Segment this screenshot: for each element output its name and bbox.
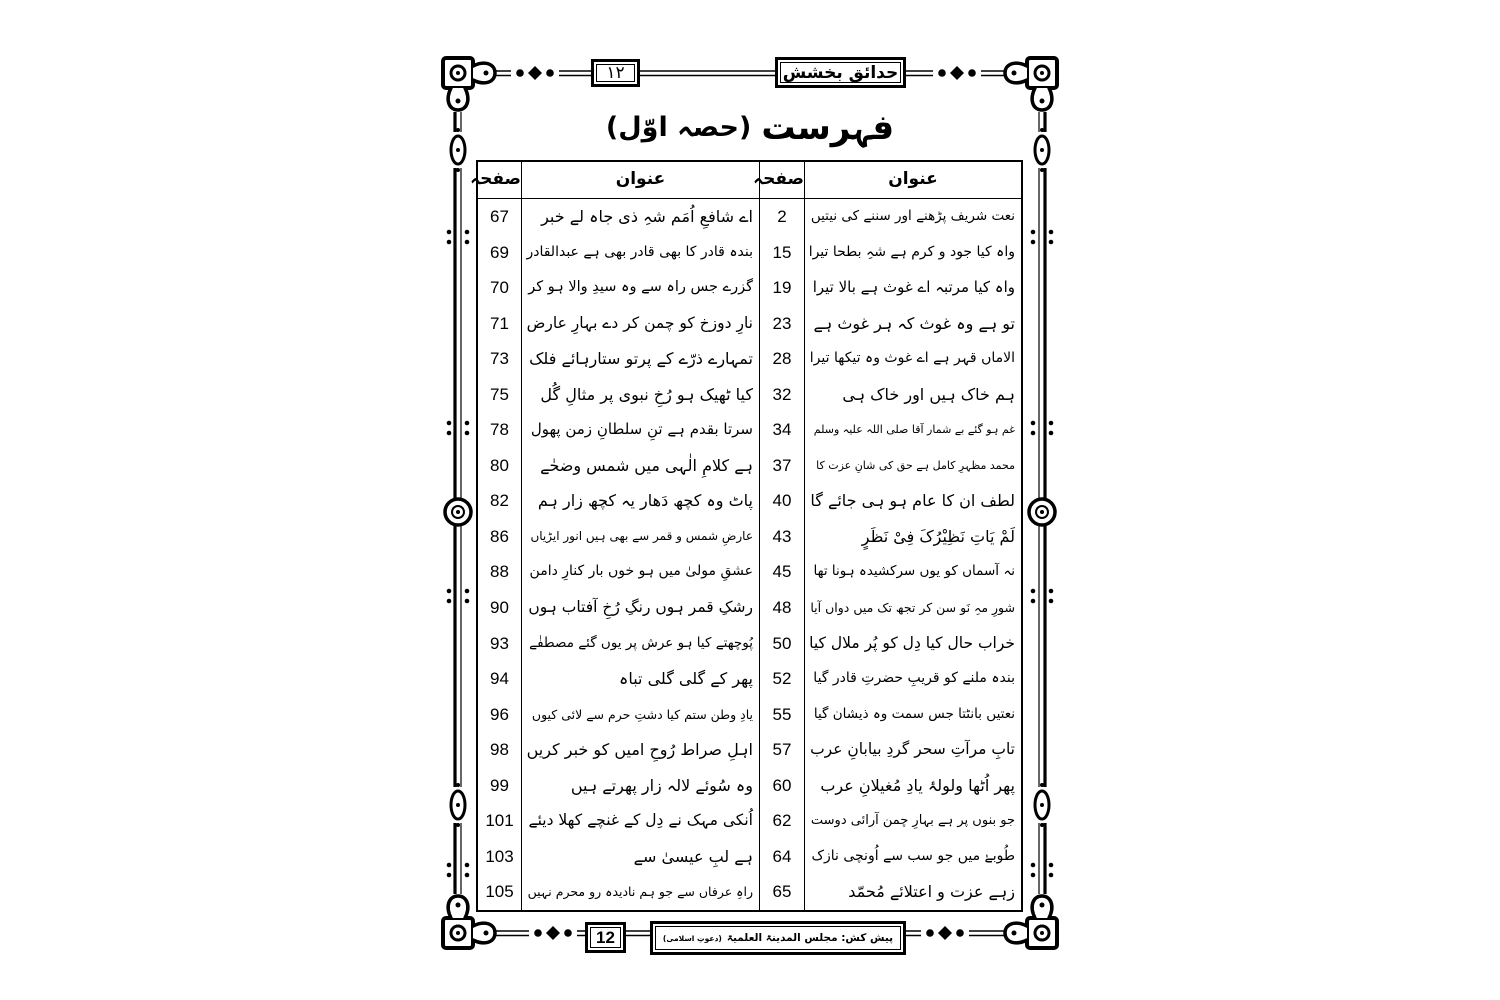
table-row bbox=[478, 590, 1021, 626]
table-row bbox=[478, 341, 1021, 377]
right-dots-ornament-icon bbox=[1031, 230, 1054, 245]
column-header-title: عنوان bbox=[521, 162, 759, 198]
entry-title: اُنکی مہک نے دِل کے غنچے کھلا دیئے bbox=[521, 803, 759, 839]
entry-page: 94 bbox=[490, 669, 509, 689]
entry-page: 15 bbox=[759, 235, 804, 271]
entry-title: سرتا بقدم ہے تنِ سلطانِ زمن پھول bbox=[521, 412, 759, 448]
table-row bbox=[478, 377, 1021, 413]
left-dots-ornament-icon bbox=[447, 421, 470, 436]
publisher-organization: (دعوتِ اسلامی) bbox=[662, 933, 722, 943]
entry-title: کیا ٹھیک ہو رُخِ نبوی پر مثالِ گُل bbox=[521, 377, 759, 413]
entry-page: 86 bbox=[490, 526, 509, 546]
left-ring-ornament-icon bbox=[445, 499, 471, 525]
book-title-box bbox=[775, 57, 906, 88]
table-row bbox=[478, 768, 1021, 804]
entry-page: 50 bbox=[759, 626, 804, 662]
entry-title: عشقِ مولیٰ میں ہو خوں بار کنارِ دامن bbox=[521, 554, 759, 590]
table-row bbox=[478, 839, 1021, 875]
table-row bbox=[478, 803, 1021, 839]
entry-title: راہِ عرفاں سے جو ہم نادیدہ رو محرم نہیں bbox=[521, 874, 759, 910]
entry-title: جو بنوں پر ہے بہارِ چمن آرائی دوست bbox=[804, 803, 1021, 839]
table-row bbox=[478, 448, 1021, 484]
table-row bbox=[478, 199, 1021, 235]
book-title: حدائق بخشش bbox=[782, 62, 899, 83]
entry-page: 23 bbox=[759, 306, 804, 342]
entry-page: 40 bbox=[759, 483, 804, 519]
table-row bbox=[478, 235, 1021, 271]
page-title bbox=[500, 98, 1000, 156]
table-row bbox=[478, 412, 1021, 448]
entry-title: گزرے جس راہ سے وہ سیدِ والا ہو کر bbox=[521, 270, 759, 306]
left-dots-ornament-icon bbox=[447, 863, 470, 878]
entry-title: تمہارے ذرّے کے پرتو ستارہائے فلک bbox=[521, 341, 759, 377]
entry-page: 52 bbox=[759, 661, 804, 697]
table-header-row bbox=[470, 162, 1021, 199]
corner-ornament-top-right-icon bbox=[1005, 58, 1057, 110]
entry-page: 55 bbox=[759, 697, 804, 733]
contents-table bbox=[470, 160, 1023, 912]
entry-page: 69 bbox=[490, 242, 509, 262]
entry-page: 64 bbox=[759, 839, 804, 875]
entry-title: لَمْ یَاتِ نَظِیْرُکَ فِیْ نَظَرٍ bbox=[804, 519, 1021, 555]
entry-page: 75 bbox=[490, 384, 509, 404]
top-border-rail bbox=[496, 71, 1004, 76]
entry-title: یادِ وطن ستم کیا دشتِ حرم سے لائی کیوں bbox=[521, 697, 759, 733]
entry-page: 37 bbox=[759, 448, 804, 484]
entry-page: 60 bbox=[759, 768, 804, 804]
right-ring-ornament-icon bbox=[1029, 499, 1055, 525]
entry-title: طُوبےٰ میں جو سب سے اُونچی نازک bbox=[804, 839, 1021, 875]
table-row bbox=[478, 732, 1021, 768]
entry-page: 67 bbox=[490, 207, 509, 226]
entry-title: نہ آسماں کو یوں سرکشیدہ ہونا تھا bbox=[804, 554, 1021, 590]
entry-page: 48 bbox=[759, 590, 804, 626]
right-dots-ornament-icon bbox=[1031, 589, 1054, 604]
entry-title: اے شافعِ اُمَم شہِ ذی جاہ لے خبر bbox=[521, 199, 759, 235]
entry-page: 34 bbox=[759, 412, 804, 448]
top-left-bead-ornament-icon bbox=[511, 64, 559, 82]
page-number-bottom-box bbox=[585, 922, 626, 953]
page-title-main: فہرست bbox=[761, 107, 895, 148]
entry-title: نارِ دوزخ کو چمن کر دے بہارِ عارض bbox=[521, 306, 759, 342]
entry-title: غم ہو گئے بے شمار آقا صلی اللہ علیہ وسلم bbox=[804, 412, 1021, 448]
table-row bbox=[478, 874, 1021, 910]
page-title-sub: (حصہ اوّل) bbox=[605, 111, 752, 143]
entry-title: وہ سُوئے لالہ زار پھرتے ہیں bbox=[521, 768, 759, 804]
entry-page: 73 bbox=[490, 349, 509, 369]
column-header-page: صفحہ bbox=[470, 169, 521, 189]
entry-title: پاٹ وہ کچھ دَھار یہ کچھ زار ہم bbox=[521, 483, 759, 519]
entry-page: 45 bbox=[759, 554, 804, 590]
entry-page: 80 bbox=[490, 455, 509, 475]
table-row bbox=[478, 519, 1021, 555]
entry-title: رشکِ قمر ہوں رنگِ رُخِ آفتاب ہوں bbox=[521, 590, 759, 626]
entry-title: بندہ قادر کا بھی قادر بھی ہے عبدالقادر bbox=[521, 235, 759, 271]
entry-title: واہ کیا جود و کرم ہے شہِ بطحا تیرا bbox=[804, 235, 1021, 271]
table-row bbox=[478, 306, 1021, 342]
right-loop-ornament-icon bbox=[1032, 128, 1052, 172]
left-loop-ornament-icon bbox=[448, 783, 468, 827]
publisher-box bbox=[650, 921, 906, 955]
right-dots-ornament-icon bbox=[1031, 421, 1054, 436]
entry-title: زہے عزت و اعتلائے مُحمّد bbox=[804, 874, 1021, 910]
entry-page: 71 bbox=[490, 313, 509, 333]
table-row bbox=[478, 483, 1021, 519]
entry-title: پھر کے گلی گلی تباہ bbox=[521, 661, 759, 697]
entry-page: 32 bbox=[759, 377, 804, 413]
entry-title: تو ہے وہ غوث کہ ہر غوث ہے bbox=[804, 306, 1021, 342]
entry-page: 103 bbox=[485, 846, 514, 866]
column-header-page: صفحہ bbox=[759, 162, 804, 198]
entry-page: 43 bbox=[759, 519, 804, 555]
column-header-title: عنوان bbox=[804, 162, 1021, 198]
entry-page: 70 bbox=[490, 278, 509, 298]
entry-page: 78 bbox=[490, 420, 509, 440]
entry-title: واہ کیا مرتبہ اے غوث ہے بالا تیرا bbox=[804, 270, 1021, 306]
entry-page: 96 bbox=[490, 704, 509, 724]
entry-page: 19 bbox=[759, 270, 804, 306]
left-dots-ornament-icon bbox=[447, 230, 470, 245]
entry-title: عارضِ شمس و قمر سے بھی ہیں انور ایڑیاں bbox=[521, 519, 759, 555]
entry-title: خراب حال کیا دِل کو پُر ملال کیا bbox=[804, 626, 1021, 662]
entry-page: 93 bbox=[490, 633, 509, 653]
entry-title: لطف ان کا عام ہو ہی جائے گا bbox=[804, 483, 1021, 519]
entry-title: ہے لبِ عیسیٰ سے bbox=[521, 839, 759, 875]
entry-title: اہلِ صراط رُوحِ امیں کو خبر کریں bbox=[521, 732, 759, 768]
entry-page: 101 bbox=[485, 811, 514, 831]
page-number-bottom: 12 bbox=[596, 927, 615, 947]
entry-page: 2 bbox=[759, 199, 804, 235]
corner-ornament-top-left-icon bbox=[443, 58, 495, 110]
entry-page: 28 bbox=[759, 341, 804, 377]
entry-title: محمد مظہرِ کامل ہے حق کی شانِ عزت کا bbox=[804, 448, 1021, 484]
entry-page: 65 bbox=[759, 874, 804, 910]
table-row bbox=[478, 697, 1021, 733]
left-dots-ornament-icon bbox=[447, 589, 470, 604]
entry-title: الاماں قہر ہے اے غوث وہ تیکھا تیرا bbox=[804, 341, 1021, 377]
table-row bbox=[478, 270, 1021, 306]
entry-title: شورِ مہِ نَو سن کر تجھ تک میں دواں آیا bbox=[804, 590, 1021, 626]
entry-page: 98 bbox=[490, 740, 509, 760]
publisher-name: پیش کش: مجلس المدینۃ العلمیۃ bbox=[726, 932, 894, 944]
entry-page: 99 bbox=[490, 775, 509, 795]
entry-page: 62 bbox=[759, 803, 804, 839]
entry-title: پُوچھتے کیا ہو عرش پر یوں گئے مصطفٰے bbox=[521, 626, 759, 662]
entry-page: 57 bbox=[759, 732, 804, 768]
entry-page: 88 bbox=[490, 562, 509, 582]
top-right-bead-ornament-icon bbox=[933, 64, 981, 82]
entry-page: 82 bbox=[490, 491, 509, 511]
entry-title: نعت شریف پڑھنے اور سننے کی نیتیں bbox=[804, 199, 1021, 235]
entry-title: پھر اُٹھا ولولۂ یادِ مُغیلانِ عرب bbox=[804, 768, 1021, 804]
right-dots-ornament-icon bbox=[1031, 863, 1054, 878]
entry-page: 105 bbox=[485, 882, 514, 902]
page-number-top: ۱۲ bbox=[606, 63, 625, 83]
entry-title: نعتیں بانٹتا جس سمت وہ ذیشان گیا bbox=[804, 697, 1021, 733]
table-row bbox=[478, 661, 1021, 697]
right-loop-ornament-icon bbox=[1032, 783, 1052, 827]
page-number-top-box bbox=[591, 59, 640, 87]
entry-title: بندہ ملنے کو قریبِ حضرتِ قادر گیا bbox=[804, 661, 1021, 697]
entry-page: 90 bbox=[490, 598, 509, 618]
table-row bbox=[478, 626, 1021, 662]
entry-title: ہے کلامِ الٰہی میں شمس وضحٰے bbox=[521, 448, 759, 484]
bottom-left-bead-ornament-icon bbox=[529, 924, 577, 942]
entry-title: ہم خاک ہیں اور خاک ہی bbox=[804, 377, 1021, 413]
table-row bbox=[478, 554, 1021, 590]
bottom-right-bead-ornament-icon bbox=[921, 924, 969, 942]
entry-title: تابِ مرآتِ سحر گردِ بیابانِ عرب bbox=[804, 732, 1021, 768]
left-loop-ornament-icon bbox=[448, 128, 468, 172]
